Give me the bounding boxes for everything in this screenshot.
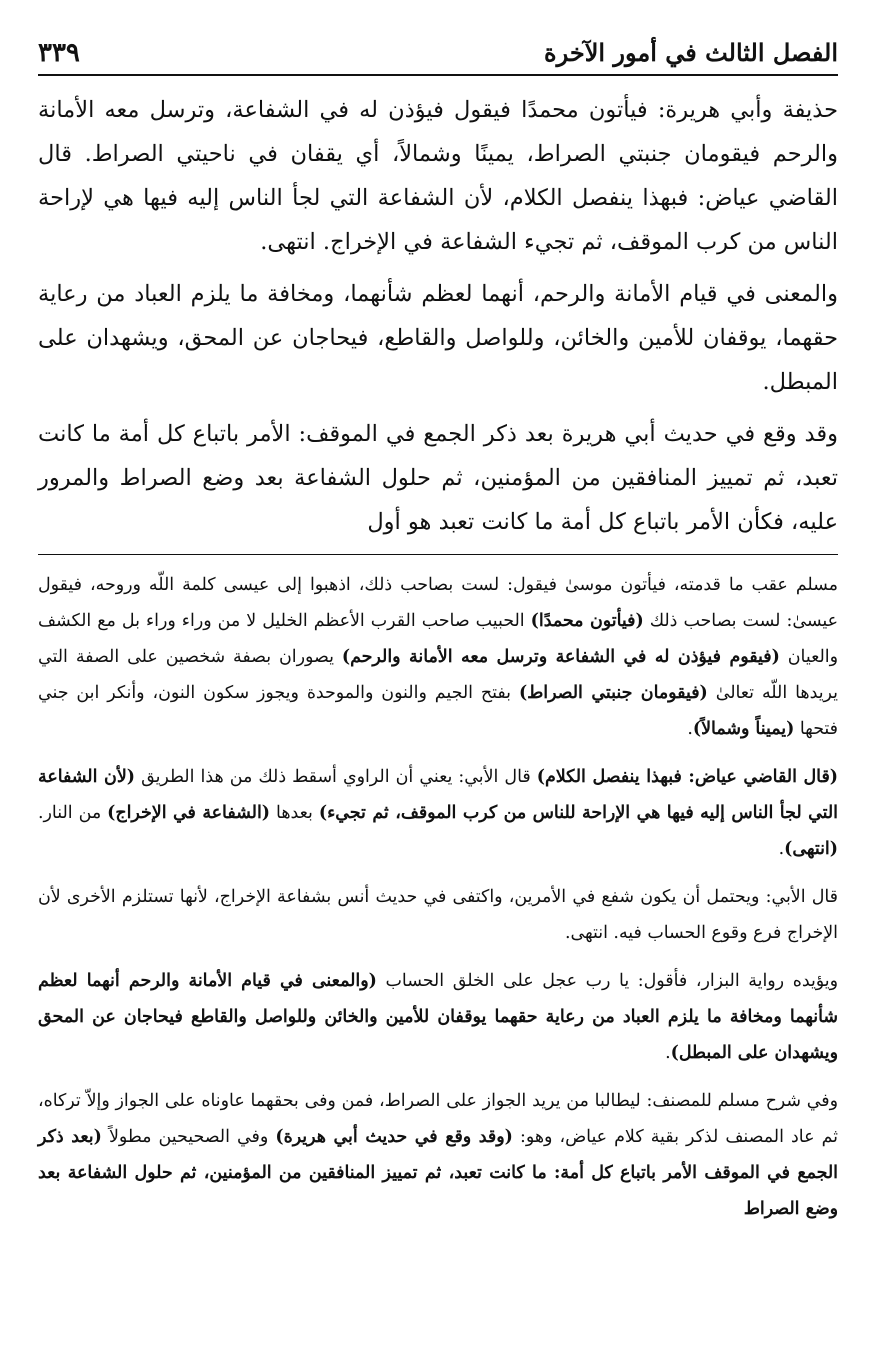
commentary-text: . (665, 1043, 671, 1063)
commentary-text: من النار. (38, 803, 108, 823)
commentary-text: ويؤيده رواية البزار، فأقول: يا رب عجل على الخلق الحساب (376, 971, 839, 991)
footnote-divider (38, 554, 838, 555)
quoted-text: (وقد وقع في حديث أبي هريرة) (275, 1127, 513, 1147)
quoted-text: (لأن الشفاعة التي لجأ الناس إليه فيها هي الإراحة للناس من كرب الموقف، ثم تجيء) (38, 767, 839, 823)
quoted-text: (فيقوم فيؤذن له في الشفاعة وترسل معه الأمانة والرحم) (341, 647, 780, 667)
main-text (38, 88, 838, 544)
book-page (38, 38, 838, 1239)
quoted-text: (بعد ذكر الجمع في الموقف الأمر باتباع كل أمة: ما كانت تعبد، ثم تمييز المنافقين من المؤمنين، ثم حلول الشفاعة بعد وضع الصراط (38, 1127, 838, 1219)
page-number: ٣٣٩ (38, 38, 80, 68)
commentary (38, 567, 838, 1227)
commentary-text: يصوران بصفة شخصين على الصفة التي يريدها اللّه تعالىٰ (38, 647, 838, 703)
main-paragraph: وقد وقع في حديث أبي هريرة بعد ذكر الجمع في الموقف: الأمر باتباع كل أمة ما كانت تعبد، ثم تمييز المنافقين من المؤمنين، ثم حلول الشفاعة بعد وضع الصراط والمرور عليه، فكأن الأمر باتباع كل أمة ما كانت تعبد هو أول (38, 421, 838, 535)
commentary-text: بعدها (270, 803, 319, 823)
commentary-text: . (687, 719, 693, 739)
quoted-text: (والمعنى في قيام الأمانة والرحم أنهما لعظم شأنهما ومخافة ما يلزم العباد من رعاية حقهما يوقفان للأمين والخائن وللواصل والقاطع فيحاجان عن المحق ويشهدان على المبطل) (38, 971, 838, 1063)
quoted-text: (الشفاعة في الإخراج) (107, 803, 271, 823)
commentary-text: قال الأبي: يعني أن الراوي أسقط ذلك من هذا الطريق (134, 767, 537, 787)
commentary-text: وفي شرح مسلم للمصنف: ليطالبا من يريد الجواز على الصراط، فمن وفى بحقهما عاوناه على الجواز وإلاّ تركاه، ثم عاد المصنف لذكر بقية كلام عياض، وهو: (38, 1091, 838, 1147)
main-paragraph: حذيفة وأبي هريرة: فيأتون محمدًا فيقول فيؤذن له في الشفاعة، وترسل معه الأمانة والرحم فيقومان جنبتي الصراط، يمينًا وشمالاً، أي يقفان في ناحيتي الصراط. قال القاضي عياض: فبهذا ينفصل الكلام، لأن الشفاعة التي لجأ الناس إليه فيها هي لإراحة الناس من كرب الموقف، ثم تجيء الشفاعة في الإخراج. انتهى. (38, 97, 838, 255)
commentary-paragraph (38, 567, 838, 747)
quoted-text: (قال القاضي عياض: فبهذا ينفصل الكلام) (536, 767, 838, 787)
commentary-text: . (778, 839, 785, 859)
commentary-paragraph (38, 759, 838, 867)
commentary-text: وفي الصحيحين مطولاً (101, 1127, 276, 1147)
commentary-text: بفتح الجيم والنون والموحدة ويجوز سكون النون، وأنكر ابن جني فتحها (38, 683, 838, 739)
quoted-text: (انتهى) (784, 839, 838, 859)
quoted-text: (فيقومان جنبتي الصراط) (518, 683, 708, 703)
commentary-paragraph (38, 963, 838, 1071)
commentary-paragraph (38, 1083, 838, 1227)
chapter-title: الفصل الثالث في أمور الآخرة (544, 38, 838, 67)
quoted-text: (يميناً وشمالاً) (692, 719, 795, 739)
main-paragraph: والمعنى في قيام الأمانة والرحم، أنهما لعظم شأنهما، ومخافة ما يلزم العباد من رعاية حقهما، يوقفان للأمين والخائن، وللواصل والقاطع، فيحاجان عن المحق، ويشهدان على المبطل. (38, 281, 838, 395)
quoted-text: (فيأتون محمدًا) (530, 611, 644, 631)
running-header (38, 38, 838, 76)
commentary-text: قال الأبي: ويحتمل أن يكون شفع في الأمرين، واكتفى في حديث أنس بشفاعة الإخراج، لأنها تستلزم الأخرى لأن الإخراج فرع وقوع الحساب فيه. انتهى. (38, 887, 838, 943)
commentary-text: مسلم عقب ما قدمته، فيأتون موسىٰ فيقول: لست بصاحب ذلك، اذهبوا إلى عيسى كلمة اللّه وروحه، فيقول عيسىٰ: لست بصاحب ذلك (38, 575, 838, 631)
commentary-paragraph (38, 879, 838, 951)
commentary-text: الحبيب صاحب القرب الأعظم الخليل لا من وراء وراء بل مع الكشف والعيان (38, 611, 838, 667)
